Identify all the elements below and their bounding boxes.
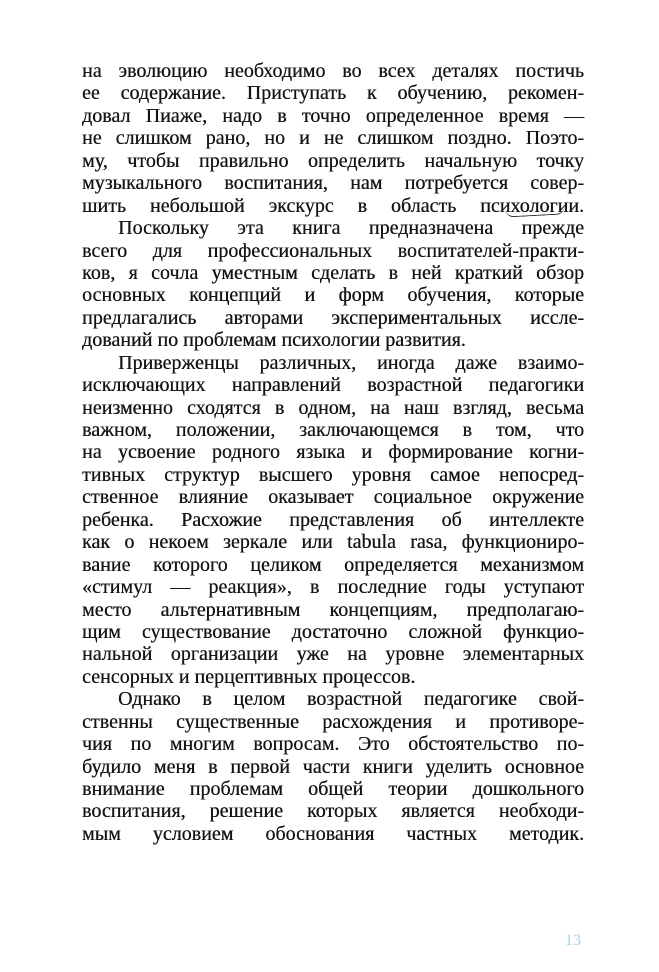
text-line: исключающих направлений возрастной педагогики [82,374,584,397]
text-line: на эволюцию необходимо во всех деталях постичь [82,60,584,82]
text-line: мым условием обоснования частных методик. [82,822,584,845]
text-line: ственное влияние оказывает социальное окружение [82,486,584,509]
text-line: основных концепций и форм обучения, которые [82,284,584,307]
paragraph [82,60,584,217]
text-line: предлагались авторами экспериментальных иссле- [82,306,584,329]
text-line: нальной организации уже на уровне элементарных [82,643,584,666]
text-line: музыкального воспитания, нам потребуется совер- [82,172,584,195]
page-number: 13 [565,932,581,949]
text-line: щим существование достаточно сложной функцио- [82,620,584,643]
text-line: сенсорных и перцептивных процессов. [82,665,416,688]
text-line: дований по проблемам психологии развития. [82,329,466,352]
text-line: как о некоем зеркале или tabula rasa, функциониро- [82,531,584,554]
text-line: ственны существенные расхождения и противоре- [82,710,584,733]
body-text [82,60,584,845]
text-line: место альтернативным концепциям, предполагаю- [82,598,584,621]
text-line: будило меня в первой части книги уделить основное [82,755,584,778]
text-line: важном, положении, заключающемся в том, что [82,419,584,441]
text-line: не слишком рано, но и не слишком поздно. Поэто- [82,127,584,150]
text-line: всего для профессиональных воспитателей-практи- [82,239,584,262]
text-line: Однако в целом возрастной педагогике свой- [118,688,584,711]
text-line: вание которого целиком определяется механизмом [82,553,584,576]
text-line: Приверженцы различных, иногда даже взаимо- [118,351,584,374]
text-line: воспитания, решение которых является необходи- [82,800,584,823]
text-line: му, чтобы правильно определить начальную точку [82,149,584,172]
text-line: внимание проблемам общей теории дошкольного [82,778,584,800]
text-line: ее содержание. Приступать к обучению, рекомен- [82,82,584,105]
paragraph [82,217,584,352]
text-line: довал Пиаже, надо в точно определенное время — [82,104,584,127]
paragraph [82,688,584,845]
text-line: неизменно сходятся в одном, на наш взгляд, весьма [82,396,584,419]
text-line: «стимул — реакция», в последние годы уступают [82,576,584,599]
text-line: чия по многим вопросам. Это обстоятельство по- [82,733,584,756]
text-line: на усвоение родного языка и формирование когни- [82,441,584,464]
text-line: ков, я сочла уместным сделать в ней краткий обзор [82,261,584,284]
text-line: Поскольку эта книга предназначена прежде [118,217,584,240]
text-line: шить небольшой экскурс в область психологии. [82,194,584,217]
text-line: ребенка. Расхожие представления об интеллекте [82,508,584,531]
paragraph [82,352,584,689]
text-line: тивных структур высшего уровня самое непосред- [82,463,584,486]
